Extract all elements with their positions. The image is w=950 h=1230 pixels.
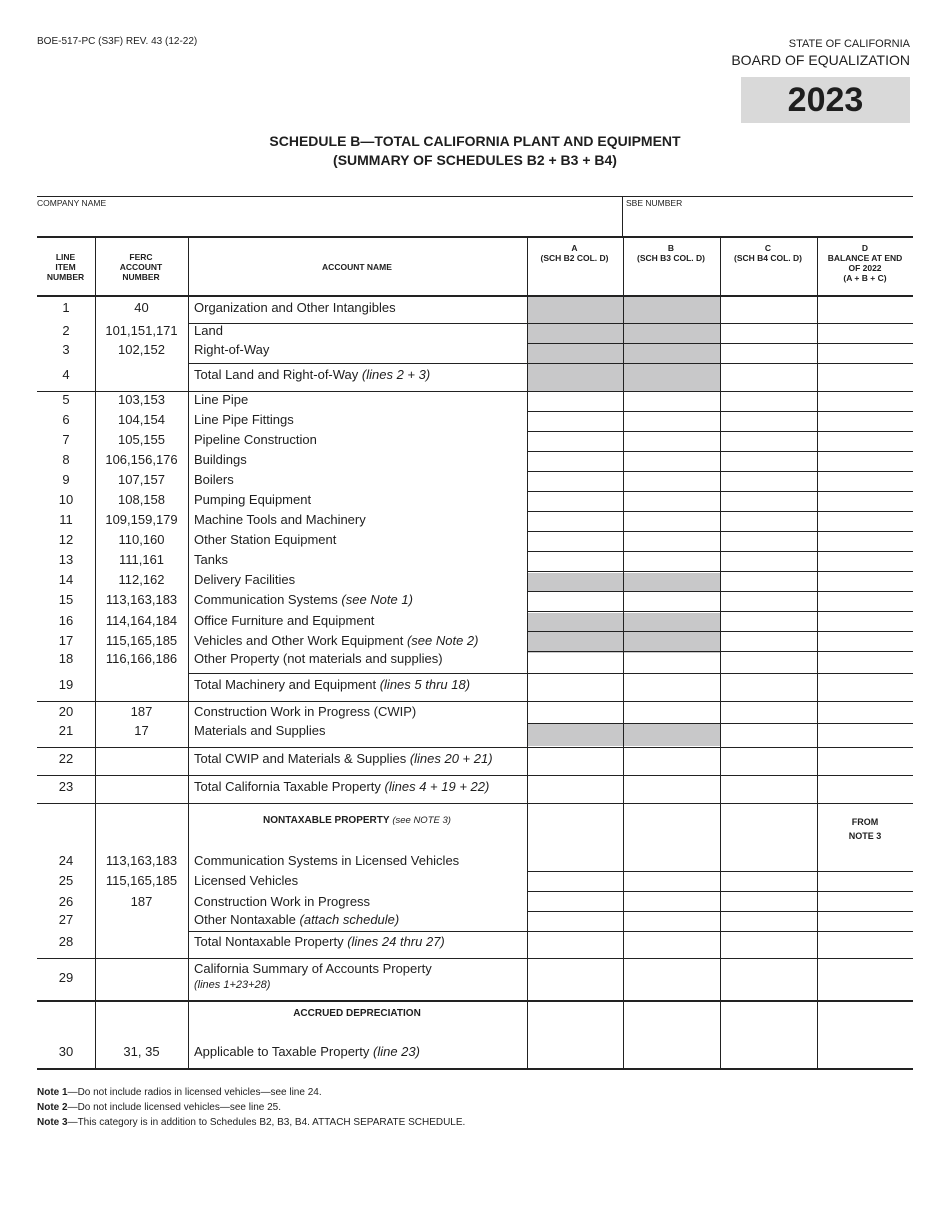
row-account-name: California Summary of Accounts Property bbox=[194, 961, 432, 976]
header-ferc: FERC ACCOUNT NUMBER bbox=[119, 252, 163, 282]
row-account-note: (attach schedule) bbox=[299, 912, 400, 927]
row-account-name: Total Machinery and Equipment (lines 5 thru 18) bbox=[194, 677, 471, 692]
row-line-number: 23 bbox=[58, 779, 74, 794]
row-ferc-number: 102,152 bbox=[118, 342, 165, 357]
row-ferc-number: 103,153 bbox=[118, 392, 165, 407]
row-account-note: (see Note 2) bbox=[406, 633, 479, 648]
schedule-subtitle: (SUMMARY OF SCHEDULES B2 + B3 + B4) bbox=[333, 152, 617, 168]
row-account-name: Communication Systems in Licensed Vehicles bbox=[194, 853, 460, 868]
row-line-number: 19 bbox=[58, 677, 74, 692]
company-name-label: COMPANY NAME bbox=[37, 198, 107, 208]
note-1: Note 1—Do not include radios in licensed vehicles—see line 24. bbox=[37, 1087, 322, 1098]
row-ferc-number: 115,165,185 bbox=[105, 873, 178, 888]
row-line-number: 3 bbox=[62, 342, 70, 357]
sbe-number-field[interactable] bbox=[626, 210, 910, 234]
row-ferc-number: 113,163,183 bbox=[105, 853, 178, 868]
row-line-number: 18 bbox=[58, 651, 74, 666]
row-account-name: Construction Work in Progress (CWIP) bbox=[194, 704, 417, 719]
row-ferc-number: 187 bbox=[130, 894, 153, 909]
row-account-name: Line Pipe Fittings bbox=[194, 412, 294, 427]
tax-year: 2023 bbox=[741, 77, 910, 123]
row-ferc-number: 108,158 bbox=[118, 492, 165, 507]
row-line-number: 29 bbox=[58, 970, 74, 985]
row-account-name: Organization and Other Intangibles bbox=[194, 300, 396, 315]
schedule-title: SCHEDULE B—TOTAL CALIFORNIA PLANT AND EQUIPMENT bbox=[269, 133, 681, 149]
row-account-name: Communication Systems (see Note 1) bbox=[194, 592, 413, 607]
row-account-name: Other Nontaxable (attach schedule) bbox=[194, 912, 400, 927]
row-account-name: Total Land and Right-of-Way (lines 2 + 3) bbox=[194, 367, 431, 382]
row-ferc-number: 31, 35 bbox=[123, 1044, 160, 1059]
row-ferc-number: 106,156,176 bbox=[105, 452, 178, 467]
row-account-note: (line 23) bbox=[372, 1044, 420, 1059]
header-line-item: LINE ITEM NUMBER bbox=[46, 252, 85, 282]
row-ferc-number: 104,154 bbox=[118, 412, 165, 427]
row-account-name: Machine Tools and Machinery bbox=[194, 512, 366, 527]
header-col-b: B (SCH B3 COL. D) bbox=[637, 243, 705, 263]
row-line-number: 26 bbox=[58, 894, 74, 909]
row-line-number: 27 bbox=[58, 912, 74, 927]
row-account-name: Buildings bbox=[194, 452, 247, 467]
sbe-number-label: SBE NUMBER bbox=[626, 198, 683, 208]
header-account-name: ACCOUNT NAME bbox=[322, 262, 392, 272]
row-line-number: 30 bbox=[58, 1044, 74, 1059]
row-line-number: 8 bbox=[62, 452, 70, 467]
row-ferc-number: 105,155 bbox=[118, 432, 165, 447]
row-ferc-number: 40 bbox=[134, 300, 149, 315]
row-account-note: (lines 5 thru 18) bbox=[379, 677, 471, 692]
company-name-field[interactable] bbox=[40, 210, 618, 234]
row-account-name: Boilers bbox=[194, 472, 234, 487]
row-line-number: 15 bbox=[58, 592, 74, 607]
row-ferc-number: 101,151,171 bbox=[105, 323, 178, 338]
row-line-number: 28 bbox=[58, 934, 74, 949]
row-account-note: (lines 4 + 19 + 22) bbox=[384, 779, 490, 794]
row-account-name: Applicable to Taxable Property (line 23) bbox=[194, 1044, 420, 1059]
row-account-name: Materials and Supplies bbox=[194, 723, 326, 738]
header-col-d: D BALANCE AT END OF 2022 (A + B + C) bbox=[827, 243, 903, 283]
row-line-number: 4 bbox=[62, 367, 70, 382]
row-line-number: 20 bbox=[58, 704, 74, 719]
row-line-number: 5 bbox=[62, 392, 70, 407]
row-account-name: Vehicles and Other Work Equipment (see Note 2) bbox=[194, 633, 479, 648]
row-ferc-number: 109,159,179 bbox=[105, 512, 178, 527]
row-account-note: (lines 1+23+28) bbox=[194, 979, 271, 991]
header-col-a: A (SCH B2 COL. D) bbox=[540, 243, 609, 263]
row-account-note: (lines 24 thru 27) bbox=[347, 934, 445, 949]
accrued-depreciation-title: ACCRUED DEPRECIATION bbox=[293, 1008, 421, 1019]
row-line-number: 17 bbox=[58, 633, 74, 648]
row-ferc-number: 110,160 bbox=[118, 532, 165, 547]
row-line-number: 2 bbox=[62, 323, 70, 338]
row-ferc-number: 113,163,183 bbox=[105, 592, 178, 607]
row-account-name: Pumping Equipment bbox=[194, 492, 312, 507]
row-ferc-number: 187 bbox=[130, 704, 153, 719]
row-ferc-number: 111,161 bbox=[118, 552, 165, 567]
row-ferc-number: 115,165,185 bbox=[105, 633, 178, 648]
row-line-number: 22 bbox=[58, 751, 74, 766]
note-2: Note 2—Do not include licensed vehicles—see line 25. bbox=[37, 1102, 282, 1113]
row-line-number: 21 bbox=[58, 723, 74, 738]
row-account-name: Right-of-Way bbox=[194, 342, 270, 357]
nontaxable-section-title: NONTAXABLE PROPERTY (see NOTE 3) bbox=[263, 815, 451, 826]
row-ferc-number: 116,166,186 bbox=[105, 651, 178, 666]
row-account-name: Construction Work in Progress bbox=[194, 894, 371, 909]
row-line-number: 10 bbox=[58, 492, 74, 507]
row-account-name: Total Nontaxable Property (lines 24 thru 27) bbox=[194, 934, 445, 949]
row-line-number: 14 bbox=[58, 572, 74, 587]
state-label: STATE OF CALIFORNIA bbox=[788, 38, 910, 50]
row-line-number: 11 bbox=[59, 512, 73, 527]
row-line-number: 25 bbox=[58, 873, 74, 888]
row-line-number: 1 bbox=[62, 300, 70, 315]
row-line-number: 7 bbox=[62, 432, 70, 447]
row-line-number: 12 bbox=[58, 532, 74, 547]
board-label: BOARD OF EQUALIZATION bbox=[731, 52, 910, 68]
row-ferc-number: 107,157 bbox=[118, 472, 165, 487]
row-account-name: Licensed Vehicles bbox=[194, 873, 299, 888]
note-3: Note 3—This category is in addition to Schedules B2, B3, B4. ATTACH SEPARATE SCHEDULE. bbox=[37, 1117, 466, 1128]
row-ferc-number: 114,164,184 bbox=[105, 613, 178, 628]
row-account-note: (lines 2 + 3) bbox=[361, 367, 431, 382]
row-line-number: 16 bbox=[58, 613, 74, 628]
header-col-c: C (SCH B4 COL. D) bbox=[734, 243, 802, 263]
row-account-name: Delivery Facilities bbox=[194, 572, 296, 587]
row-line-number: 13 bbox=[58, 552, 74, 567]
row-ferc-number: 17 bbox=[134, 723, 149, 738]
row-ferc-number: 112,162 bbox=[118, 572, 165, 587]
row-account-name: Other Property (not materials and supplies) bbox=[194, 651, 443, 666]
row-line-number: 6 bbox=[62, 412, 70, 427]
row-account-name: Other Station Equipment bbox=[194, 532, 337, 547]
form-id: BOE-517-PC (S3F) REV. 43 (12-22) bbox=[37, 36, 198, 47]
row-account-name: Tanks bbox=[194, 552, 228, 567]
row-account-name: Total California Taxable Property (lines 4 + 19 + 22) bbox=[194, 779, 490, 794]
row-line-number: 24 bbox=[58, 853, 74, 868]
row-line-number: 9 bbox=[62, 472, 70, 487]
row-account-name: Office Furniture and Equipment bbox=[194, 613, 375, 628]
row-account-name: Land bbox=[194, 323, 223, 338]
row-account-note: (see Note 1) bbox=[341, 592, 413, 607]
from-note-3: FROM NOTE 3 bbox=[848, 817, 882, 841]
row-account-name: Pipeline Construction bbox=[194, 432, 317, 447]
row-account-name: Line Pipe bbox=[194, 392, 249, 407]
row-account-note: (lines 20 + 21) bbox=[409, 751, 493, 766]
row-account-name: Total CWIP and Materials & Supplies (lines 20 + 21) bbox=[194, 751, 493, 766]
